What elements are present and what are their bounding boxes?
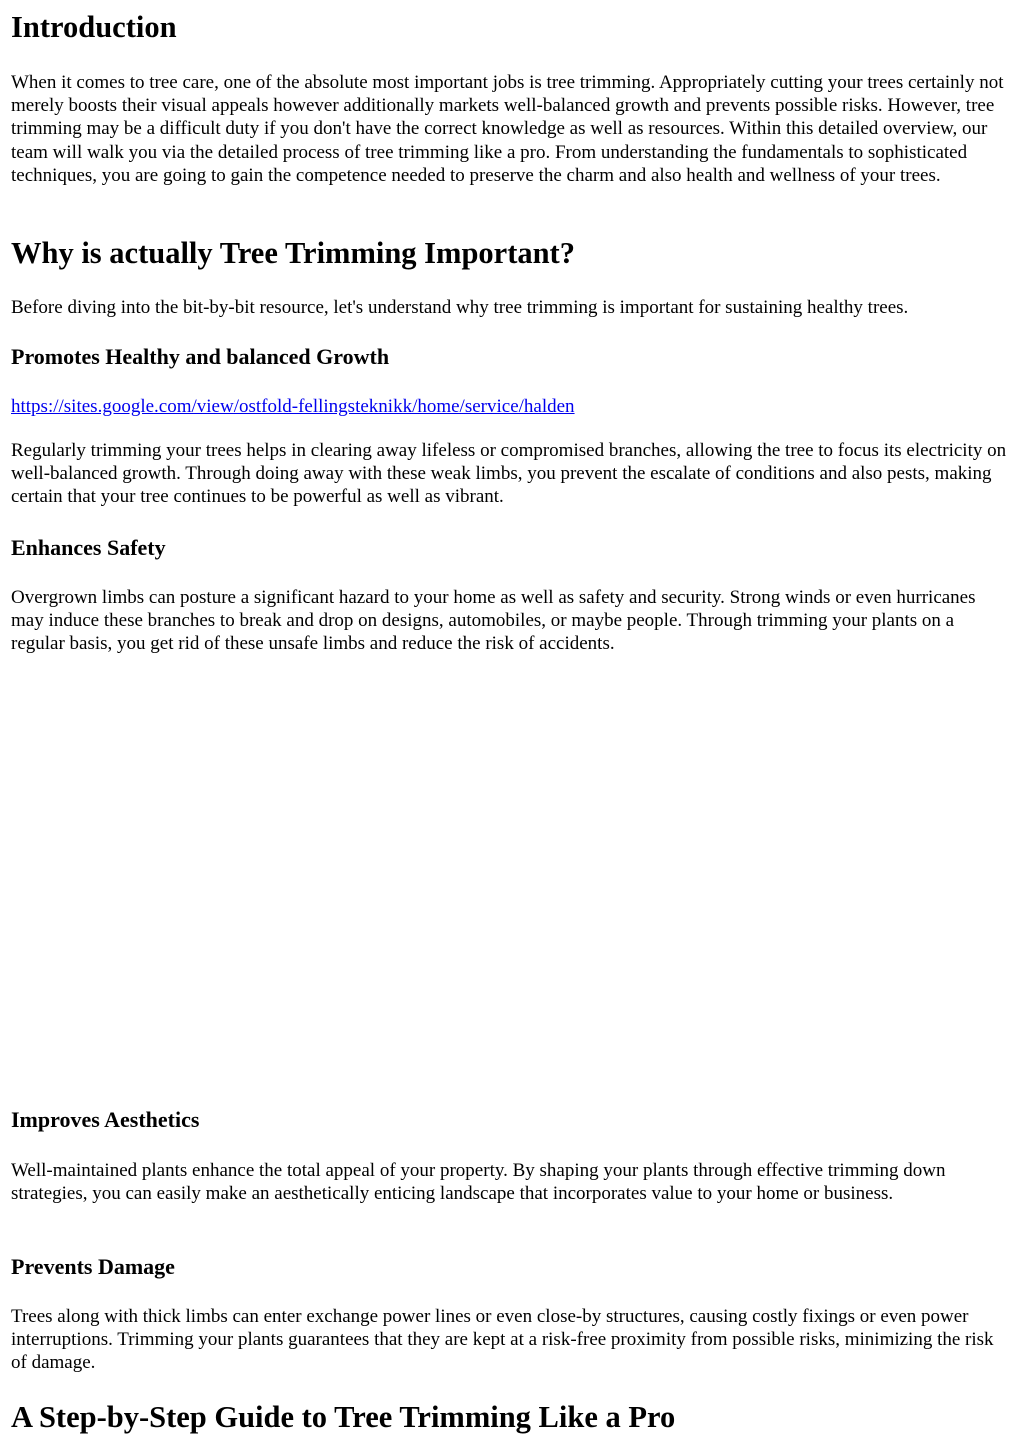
- service-link[interactable]: https://sites.google.com/view/ostfold-fellingsteknikk/home/service/halden: [11, 396, 575, 417]
- damage-paragraph: Trees along with thick limbs can enter exchange power lines or even close-by structures, causing costly fixings or even power interruptions. Trimming your plants guarantees that they are kept at a risk-free proximity from possible risks, minimizing the risk of damage.: [11, 1306, 994, 1374]
- why-heading: Why is actually Tree Trimming Important?: [11, 236, 575, 270]
- damage-heading: Prevents Damage: [11, 1254, 175, 1279]
- growth-paragraph: Regularly trimming your trees helps in clearing away lifeless or compromised branches, allowing the tree to focus its electricity on well-balanced growth. Through doing away with these weak limbs, you prevent the escalate of conditions and also pests, making certain that your tree continues to be powerful as well as vibrant.: [11, 440, 1007, 508]
- why-paragraph: Before diving into the bit-by-bit resource, let's understand why tree trimming is important for sustaining healthy trees.: [11, 297, 909, 318]
- guide-heading: A Step-by-Step Guide to Tree Trimming Like a Pro: [11, 1400, 676, 1434]
- aesthetics-paragraph: Well-maintained plants enhance the total appeal of your property. By shaping your plants through effective trimming down strategies, you can easily make an aesthetically enticing landscape that incorporates value to your home or business.: [11, 1160, 946, 1205]
- growth-link-wrapper: [11, 395, 1011, 418]
- aesthetics-heading: Improves Aesthetics: [11, 1107, 200, 1132]
- safety-paragraph: Overgrown limbs can posture a significant hazard to your home as well as safety and security. Strong winds or even hurricanes may induce these branches to break and drop on designs, automobiles, or maybe people. Through trimming your plants on a regular basis, you get rid of these unsafe limbs and reduce the risk of accidents.: [11, 587, 976, 655]
- intro-heading: Introduction: [11, 10, 177, 44]
- growth-heading: Promotes Healthy and balanced Growth: [11, 344, 390, 369]
- safety-heading: Enhances Safety: [11, 535, 166, 560]
- intro-paragraph: When it comes to tree care, one of the absolute most important jobs is tree trimming. Appropriately cutting your trees certainly not merely boosts their visual appeals however additionally markets well-balanced growth and prevents possible risks. However, tree trimming may be a difficult duty if you don't have the correct knowledge as well as resources. Within this detailed overview, our team will walk you via the detailed process of tree trimming like a pro. From understanding the fundamentals to sophisticated techniques, you are going to gain the competence needed to preserve the charm and also health and wellness of your trees.: [11, 72, 1004, 186]
